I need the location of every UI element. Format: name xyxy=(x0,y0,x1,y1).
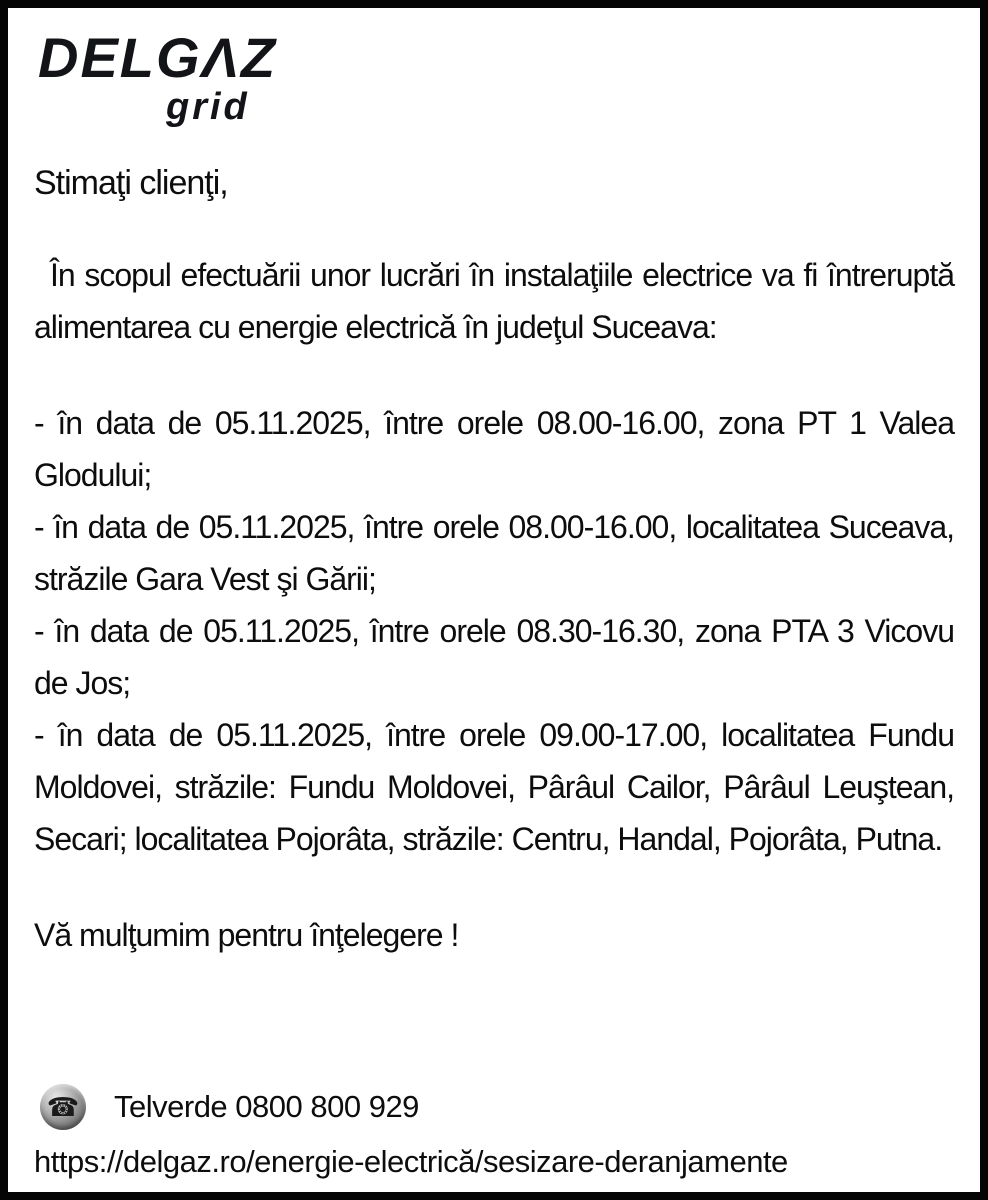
phone-number: Telverde 0800 800 929 xyxy=(114,1089,419,1124)
outage-list xyxy=(34,397,954,865)
outage-item: - în data de 05.11.2025, între orele 08.00-16.00, localitatea Suceava, străzile Gara Vest şi Gării; xyxy=(34,509,954,597)
outage-item: - în data de 05.11.2025, între orele 08.00-16.00, zona PT 1 Valea Glodului; xyxy=(34,405,954,493)
site-url: https://delgaz.ro/energie-electrică/sesizare-deranjamente xyxy=(34,1144,788,1179)
thanks-line: Vă mulţumim pentru înţelegere ! xyxy=(34,917,459,953)
footer xyxy=(34,1084,954,1180)
phone-icon: ☎ xyxy=(40,1084,86,1130)
greeting-line: Stimaţi clienţi, xyxy=(34,164,228,202)
outage-item: - în data de 05.11.2025, între orele 09.00-17.00, localitatea Fundu Moldovei, străzile: Fundu Moldovei, Pârâul Cailor, Pârâul Leuştean, Secari; localitatea Pojorâta, străzile: Centru, Handal, Pojorâta, Putna. xyxy=(34,717,954,857)
logo-delgaz-text: DELGΛZ xyxy=(38,26,278,89)
phone-row xyxy=(40,1084,954,1130)
delgaz-grid-logo xyxy=(38,26,954,128)
logo-grid-text: grid xyxy=(166,86,250,128)
outage-item: - în data de 05.11.2025, între orele 08.30-16.30, zona PTA 3 Vicovu de Jos; xyxy=(34,613,954,701)
intro-paragraph: În scopul efectuării unor lucrări în instalaţiile electrice va fi întreruptă alimentarea cu energie electrică în judeţul Suceava: xyxy=(34,257,954,345)
